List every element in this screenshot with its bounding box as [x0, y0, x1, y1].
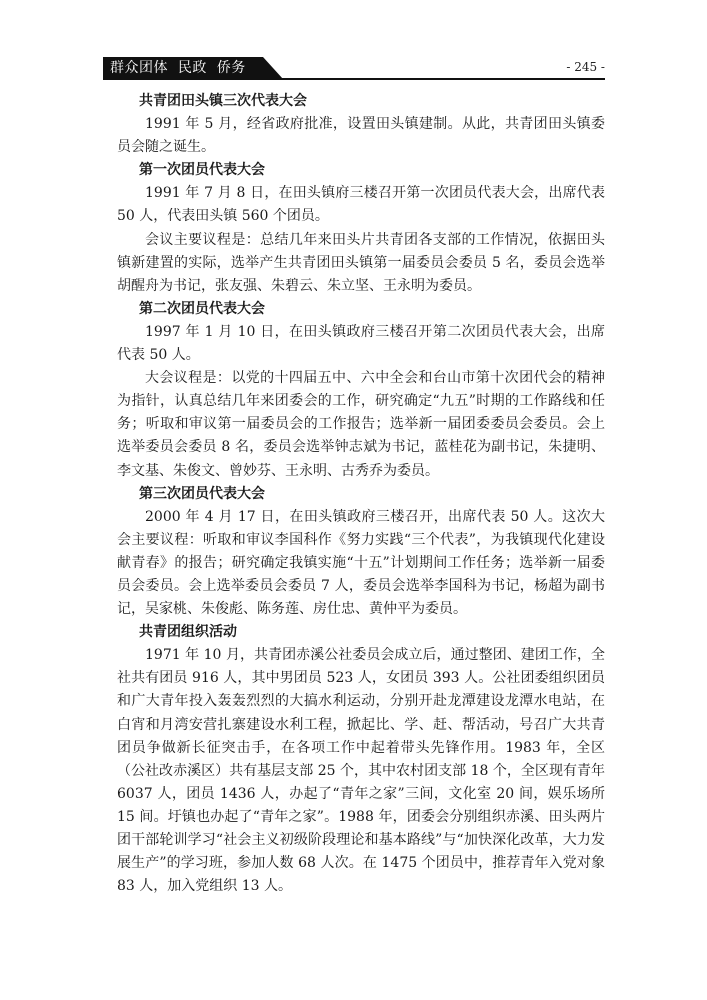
paragraph: 1971 年 10 月，共青团赤溪公社委员会成立后，通过整团、建团工作，全社共有团员 916 人，其中男团员 523 人，女团员 393 人。公社团委组织团员和广大青年投入轰轰烈烈的大搞水利运动，分别开赴龙潭建设龙潭水电站，在白宵和月湾安营扎寨建设水利工程，掀起比、学、赶、帮活动，号召广大共青团员争做新长征突击手，在各项工作中起着带头先锋作用。1983 年，全区（公社改赤溪区）共有基层支部 25 个，其中农村团支部 18 个，全区现有青年 6037 人，团员 1436 人，办起了“青年之家”三间，文化室 20 间，娱乐场所 15 间。圩镇也办起了“青年之家”。1988 年，团委会分别组织赤溪、田头两片团干部轮训学习“社会主义初级阶段理论和基本路线”与“加快深化改革，大力发展生产”的学习班，参加人数 68 人次。在 1475 个团员中，推荐青年入党对象 83 人，加入党组织 13 人。 — [117, 647, 605, 895]
paragraph: 1997 年 1 月 10 日，在田头镇政府三楼召开第二次团员代表大会，出席代表 50 人。 — [117, 323, 605, 364]
section-heading: 第二次团员代表大会 — [139, 300, 265, 317]
section-header-title: 群众团体 民政 侨务 — [110, 60, 246, 76]
header-rule — [103, 78, 605, 80]
paragraph: 2000 年 4 月 17 日，在田头镇政府三楼召开，出席代表 50 人。这次大会主要议程：听取和审议李国科作《努力实践“三个代表”，为我镇现代化建设献青春》的报告；研究确定我镇实施“十五”计划期间工作任务；选举新一届委员会委员。会上选举委员会委员 7 人，委员会选举李国科为书记，杨超为副书记，吴家桃、朱俊彪、陈务莲、房仕忠、黄仲平为委员。 — [117, 508, 605, 618]
section-heading: 第一次团员代表大会 — [139, 162, 265, 179]
section-heading: 第三次团员代表大会 — [139, 485, 265, 502]
paragraph: 1991 年 7 月 8 日，在田头镇府三楼召开第一次团员代表大会，出席代表 50 人，代表田头镇 560 个团员。 — [117, 185, 605, 225]
section-heading: 共青团组织活动 — [139, 624, 237, 641]
article-body — [117, 90, 605, 898]
paragraph: 1991 年 5 月，经省政府批准，设置田头镇建制。从此，共青团田头镇委员会随之诞生。 — [117, 116, 605, 156]
paragraph: 会议主要议程是：总结几年来田头片共青团各支部的工作情况，依据田头镇新建置的实际，选举产生共青团田头镇第一届委员会委员 5 名，委员会选举胡醒舟为书记，张友强、朱碧云、朱立坚、王永明为委员。 — [117, 231, 605, 294]
paragraph: 大会议程是：以党的十四届五中、六中全会和台山市第十次团代会的精神为指针，认真总结几年来团委会的工作，研究确定“九五”时期的工作路线和任务；听取和审议第一届委员会的工作报告；选举新一届团委委员会委员。会上选举委员会委员 8 名，委员会选举钟志斌为书记，蓝桂花为副书记，朱捷明、李文基、朱俊文、曾妙芬、王永明、古秀乔为委员。 — [117, 370, 605, 479]
section-heading: 共青团田头镇三次代表大会 — [139, 93, 307, 109]
page-number: - 245 - — [566, 60, 605, 74]
